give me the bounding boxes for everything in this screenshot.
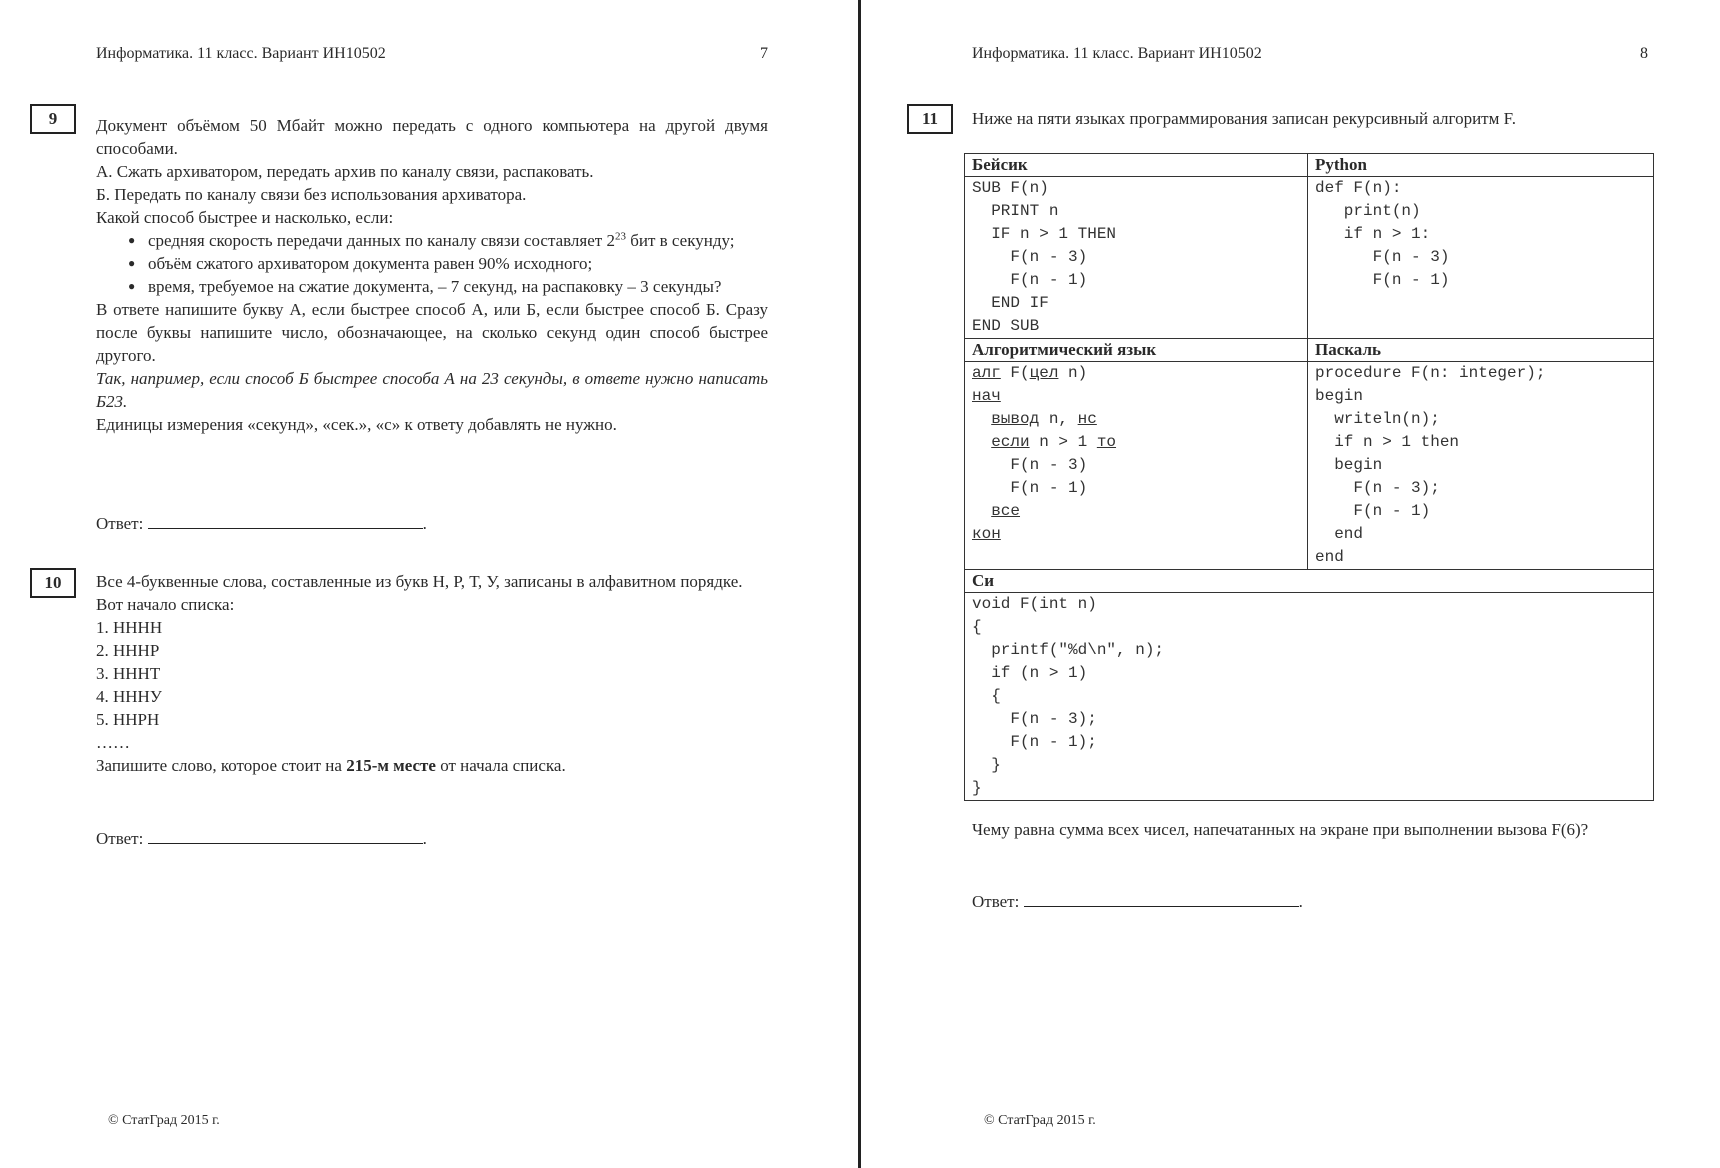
list-item: 5. ННРН [96,710,160,729]
question-9 [96,114,768,436]
left-page [0,0,858,1168]
list-item: 3. НННТ [96,664,161,683]
q10-answer: Ответ: . [96,829,427,848]
list-item: 1. НННН [96,618,163,637]
answer-label: Ответ: [96,829,144,848]
list-item: 4. НННУ [96,687,162,706]
q9-intro: Документ объёмом 50 Мбайт можно передать с одного компьютера на другой двумя способами. [96,116,768,158]
code-table [964,153,1654,801]
page-number: 7 [760,45,768,62]
answer-label: Ответ: [972,892,1020,911]
q9-option-a: А. Сжать архиватором, передать архив по каналу связи, распаковать. [96,162,594,181]
page-header-title: Информатика. 11 класс. Вариант ИН10502 [972,45,1262,62]
page-divider [858,0,861,1168]
answer-field[interactable] [1024,890,1299,907]
page-footer: © СтатГрад 2015 г. [984,1113,1096,1128]
code-python: def F(n): print(n) if n > 1: F(n - 3) F(n - 1) [1315,179,1450,289]
q11-question: Чему равна сумма всех чисел, напечатанных на экране при выполнении вызова F(6)? [972,820,1589,839]
code-pascal: procedure F(n: integer); begin writeln(n); if n > 1 then begin F(n - 3); F(n - 1) end end [1315,364,1546,566]
q9-units-note: Единицы измерения «секунд», «сек.», «с» к ответу добавлять не нужно. [96,415,617,434]
page-number: 8 [1640,45,1648,62]
list-item: ● объём сжатого архиватором документа равен 90% исходного; [124,252,768,275]
question-number-box: 9 [30,104,76,134]
lang-header-algo: Алгоритмический язык [965,339,1308,362]
list-item: 2. НННР [96,641,160,660]
q10-intro: Все 4-буквенные слова, составленные из букв Н, Р, Т, У, записаны в алфавитном порядке. [96,572,743,591]
page-footer: © СтатГрад 2015 г. [108,1113,220,1128]
lang-header-python: Python [1308,154,1654,177]
lang-header-basic: Бейсик [965,154,1308,177]
code-algo: алг F(цел n) нач вывод n, нс если n > 1 то F(n - 3) F(n - 1) все кон [972,364,1117,543]
list-item: ● средняя скорость передачи данных по каналу связи составляет $2^{23}$ бит в секунду; [124,229,768,252]
answer-field[interactable] [148,512,423,529]
q9-option-b: Б. Передать по каналу связи без использования архиватора. [96,185,527,204]
lang-header-pascal: Паскаль [1308,339,1654,362]
q10-task: Запишите слово, которое стоит на 215-м месте от начала списка. [96,756,566,775]
answer-label: Ответ: [96,514,144,533]
right-page [862,0,1720,1168]
question-number-box: 11 [907,104,953,134]
q11-answer: Ответ: . [972,892,1303,911]
page-header-title: Информатика. 11 класс. Вариант ИН10502 [96,45,386,62]
q9-question: Какой способ быстрее и насколько, если: [96,208,394,227]
question-10 [96,570,768,777]
q10-list-intro: Вот начало списка: [96,595,235,614]
list-ellipsis: …… [96,733,130,752]
q9-example: Так, например, если способ Б быстрее способа А на 23 секунды, в ответе нужно написать Б23. [96,369,768,411]
question-number-box: 10 [30,568,76,598]
answer-field[interactable] [148,827,423,844]
q9-conditions-list [96,229,768,298]
q9-instructions: В ответе напишите букву А, если быстрее способ А, или Б, если быстрее способ Б. Сразу после буквы напишите число, обозначающее, на сколько секунд один способ быстрее другого. [96,300,768,365]
code-basic: SUB F(n) PRINT n IF n > 1 THEN F(n - 3) F(n - 1) END IF END SUB [972,179,1117,335]
list-item: ● время, требуемое на сжатие документа, – 7 секунд, на распаковку – 3 секунды? [124,275,768,298]
code-c: void F(int n) { printf("%d\n", n); if (n > 1) { F(n - 3); F(n - 1); } } [972,595,1165,797]
lang-header-c: Си [965,570,1654,593]
q9-answer: Ответ: . [96,514,427,533]
q11-intro: Ниже на пяти языках программирования записан рекурсивный алгоритм F. [972,109,1516,128]
